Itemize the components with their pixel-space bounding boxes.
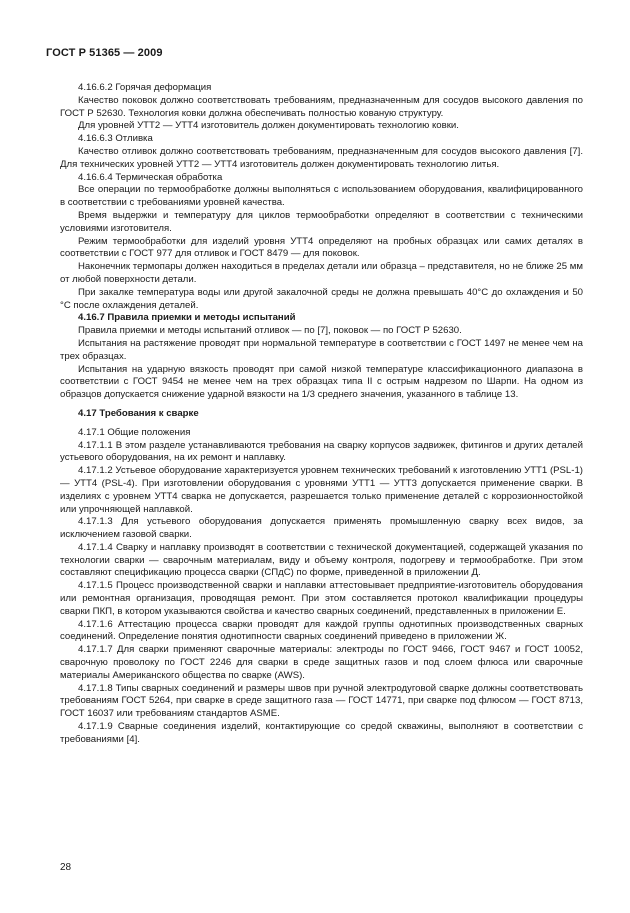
paragraph: Наконечник термопары должен находиться в пределах детали или образца – представителя, но не ближе 25 мм от любой поверхности детали.: [60, 261, 583, 285]
paragraph: Испытания на растяжение проводят при нормальной температуре в соответствии с ГОСТ 1497 не менее чем на трех образцах.: [60, 337, 583, 362]
paragraph: При закалке температура воды или другой закалочной среды не должна превышать 40°С до охлаждения и 50 °С после охлаждения деталей.: [60, 286, 583, 311]
section-heading: 4.16.7 Правила приемки и методы испытаний: [78, 312, 296, 324]
paragraph: Режим термообработки для изделий уровня УТТ4 определяют на пробных образцах или самих деталях в соответствии с ГОСТ 977 для отливок и ГОСТ 8479 — для поковок.: [60, 235, 583, 260]
paragraph: 4.17.1.9 Сварные соединения изделий, контактирующие со средой скважины, выполняют в соответствии с требованиями [4].: [60, 721, 583, 745]
document-body: [60, 82, 583, 747]
paragraph: 4.17.1.3 Для устьевого оборудования допускается применять промышленную сварку всех видов, за исключением газовой сварки.: [60, 516, 583, 541]
paragraph: Правила приемки и методы испытаний отливок — по [7], поковок — по ГОСТ Р 52630.: [78, 325, 462, 337]
paragraph: 4.17.1.7 Для сварки применяют сварочные материалы: электроды по ГОСТ 9466, ГОСТ 9467 и ГОСТ 10052, сварочную проволоку по ГОСТ 2246 для сварки в среде защитных газов и под слоем флюса или сварочные материалы Американского общества по сварке (AWS).: [60, 644, 583, 681]
paragraph: 4.17.1.1 В этом разделе устанавливаются требования на сварку корпусов задвижек, фитингов и других деталей устьевого оборудования, на их ремонт и наплавку.: [60, 439, 583, 464]
paragraph: Качество отливок должно соответствовать требованиям, предназначенным для сосудов высокого давления [7]. Для технических уровней УТТ2 — УТТ4 изготовитель должен документировать технологию литья.: [60, 145, 583, 170]
subsection-heading: 4.16.6.4 Термическая обработка: [78, 171, 223, 183]
subsection-heading: 4.17.1 Общие положения: [78, 426, 191, 438]
paragraph: Все операции по термообработке должны выполняться с использованием оборудования, квалифицированного в соответствии с требованиями уровней качества.: [60, 184, 583, 209]
document-header: ГОСТ Р 51365 — 2009: [46, 47, 163, 59]
subsection-heading: 4.16.6.2 Горячая деформация: [78, 82, 212, 93]
paragraph: 4.17.1.8 Типы сварных соединений и размеры швов при ручной электродуговой сварке должны соответствовать требованиям ГОСТ 5264, при сварке в среде защитного газа — ГОСТ 14771, при сварке под флюсом — ГОСТ 8713, ГОСТ 16037 или требованиям стандартов ASME.: [60, 682, 583, 720]
paragraph: Время выдержки и температуру для циклов термообработки определяют в соответствии с техническими условиями изготовителя.: [60, 209, 583, 234]
paragraph: Для уровней УТТ2 — УТТ4 изготовитель должен документировать технологию ковки.: [78, 120, 459, 132]
page-number: 28: [60, 862, 72, 873]
paragraph: 4.17.1.6 Аттестацию процесса сварки проводят для каждой группы однотипных производственных сварных соединений. Определение понятия однотипности сварных соединений приведено в приложении Ж.: [60, 618, 583, 643]
paragraph: 4.17.1.4 Сварку и наплавку производят в соответствии с технической документацией, содержащей указания по технологии сварки — сварочным материалам, виду и объему контроля, подогреву и термообработке. При этом составляют спецификацию процесса сварки (СПдС) по форме, приведенной в приложении Д.: [60, 541, 583, 579]
paragraph: Качество поковок должно соответствовать требованиям, предназначенным для сосудов высокого давления по ГОСТ Р 52630. Технология ковки должна обеспечивать полностью кованую структуру.: [60, 94, 583, 119]
section-heading: 4.17 Требования к сварке: [78, 407, 199, 419]
paragraph: Испытания на ударную вязкость проводят при самой низкой температуре классификационного диапазона в соответствии с ГОСТ 9454 не менее чем на трех образцах типа II с острым надрезом по Шарпи. На одном из образцов допускается снижение ударной вязкости на 1/3 среднего значения, указанного в таблице 13.: [60, 363, 583, 401]
subsection-heading: 4.16.6.3 Отливка: [78, 133, 153, 145]
paragraph: 4.17.1.2 Устьевое оборудование характеризуется уровнем технических требований к изготовлению УТТ1 (PSL-1) — УТТ4 (PSL-4). При изготовлении оборудования с уровнями УТТ1 — УТТ3 допускается применение сварки. В изделиях с уровнем УТТ4 сварка не допускается, разрешается только применение деталей с коррозионностойкой или упрочняющей наплавкой.: [60, 465, 583, 515]
paragraph: 4.17.1.5 Процесс производственной сварки и наплавки аттестовывает предприятие-изготовитель оборудования или ремонтная организация, проводящая ремонт. При этом составляется протокол квалификации процедуры сварки ПКП, в котором указываются свойства и качество сварных соединений, представленных в приложении Е.: [60, 580, 583, 617]
